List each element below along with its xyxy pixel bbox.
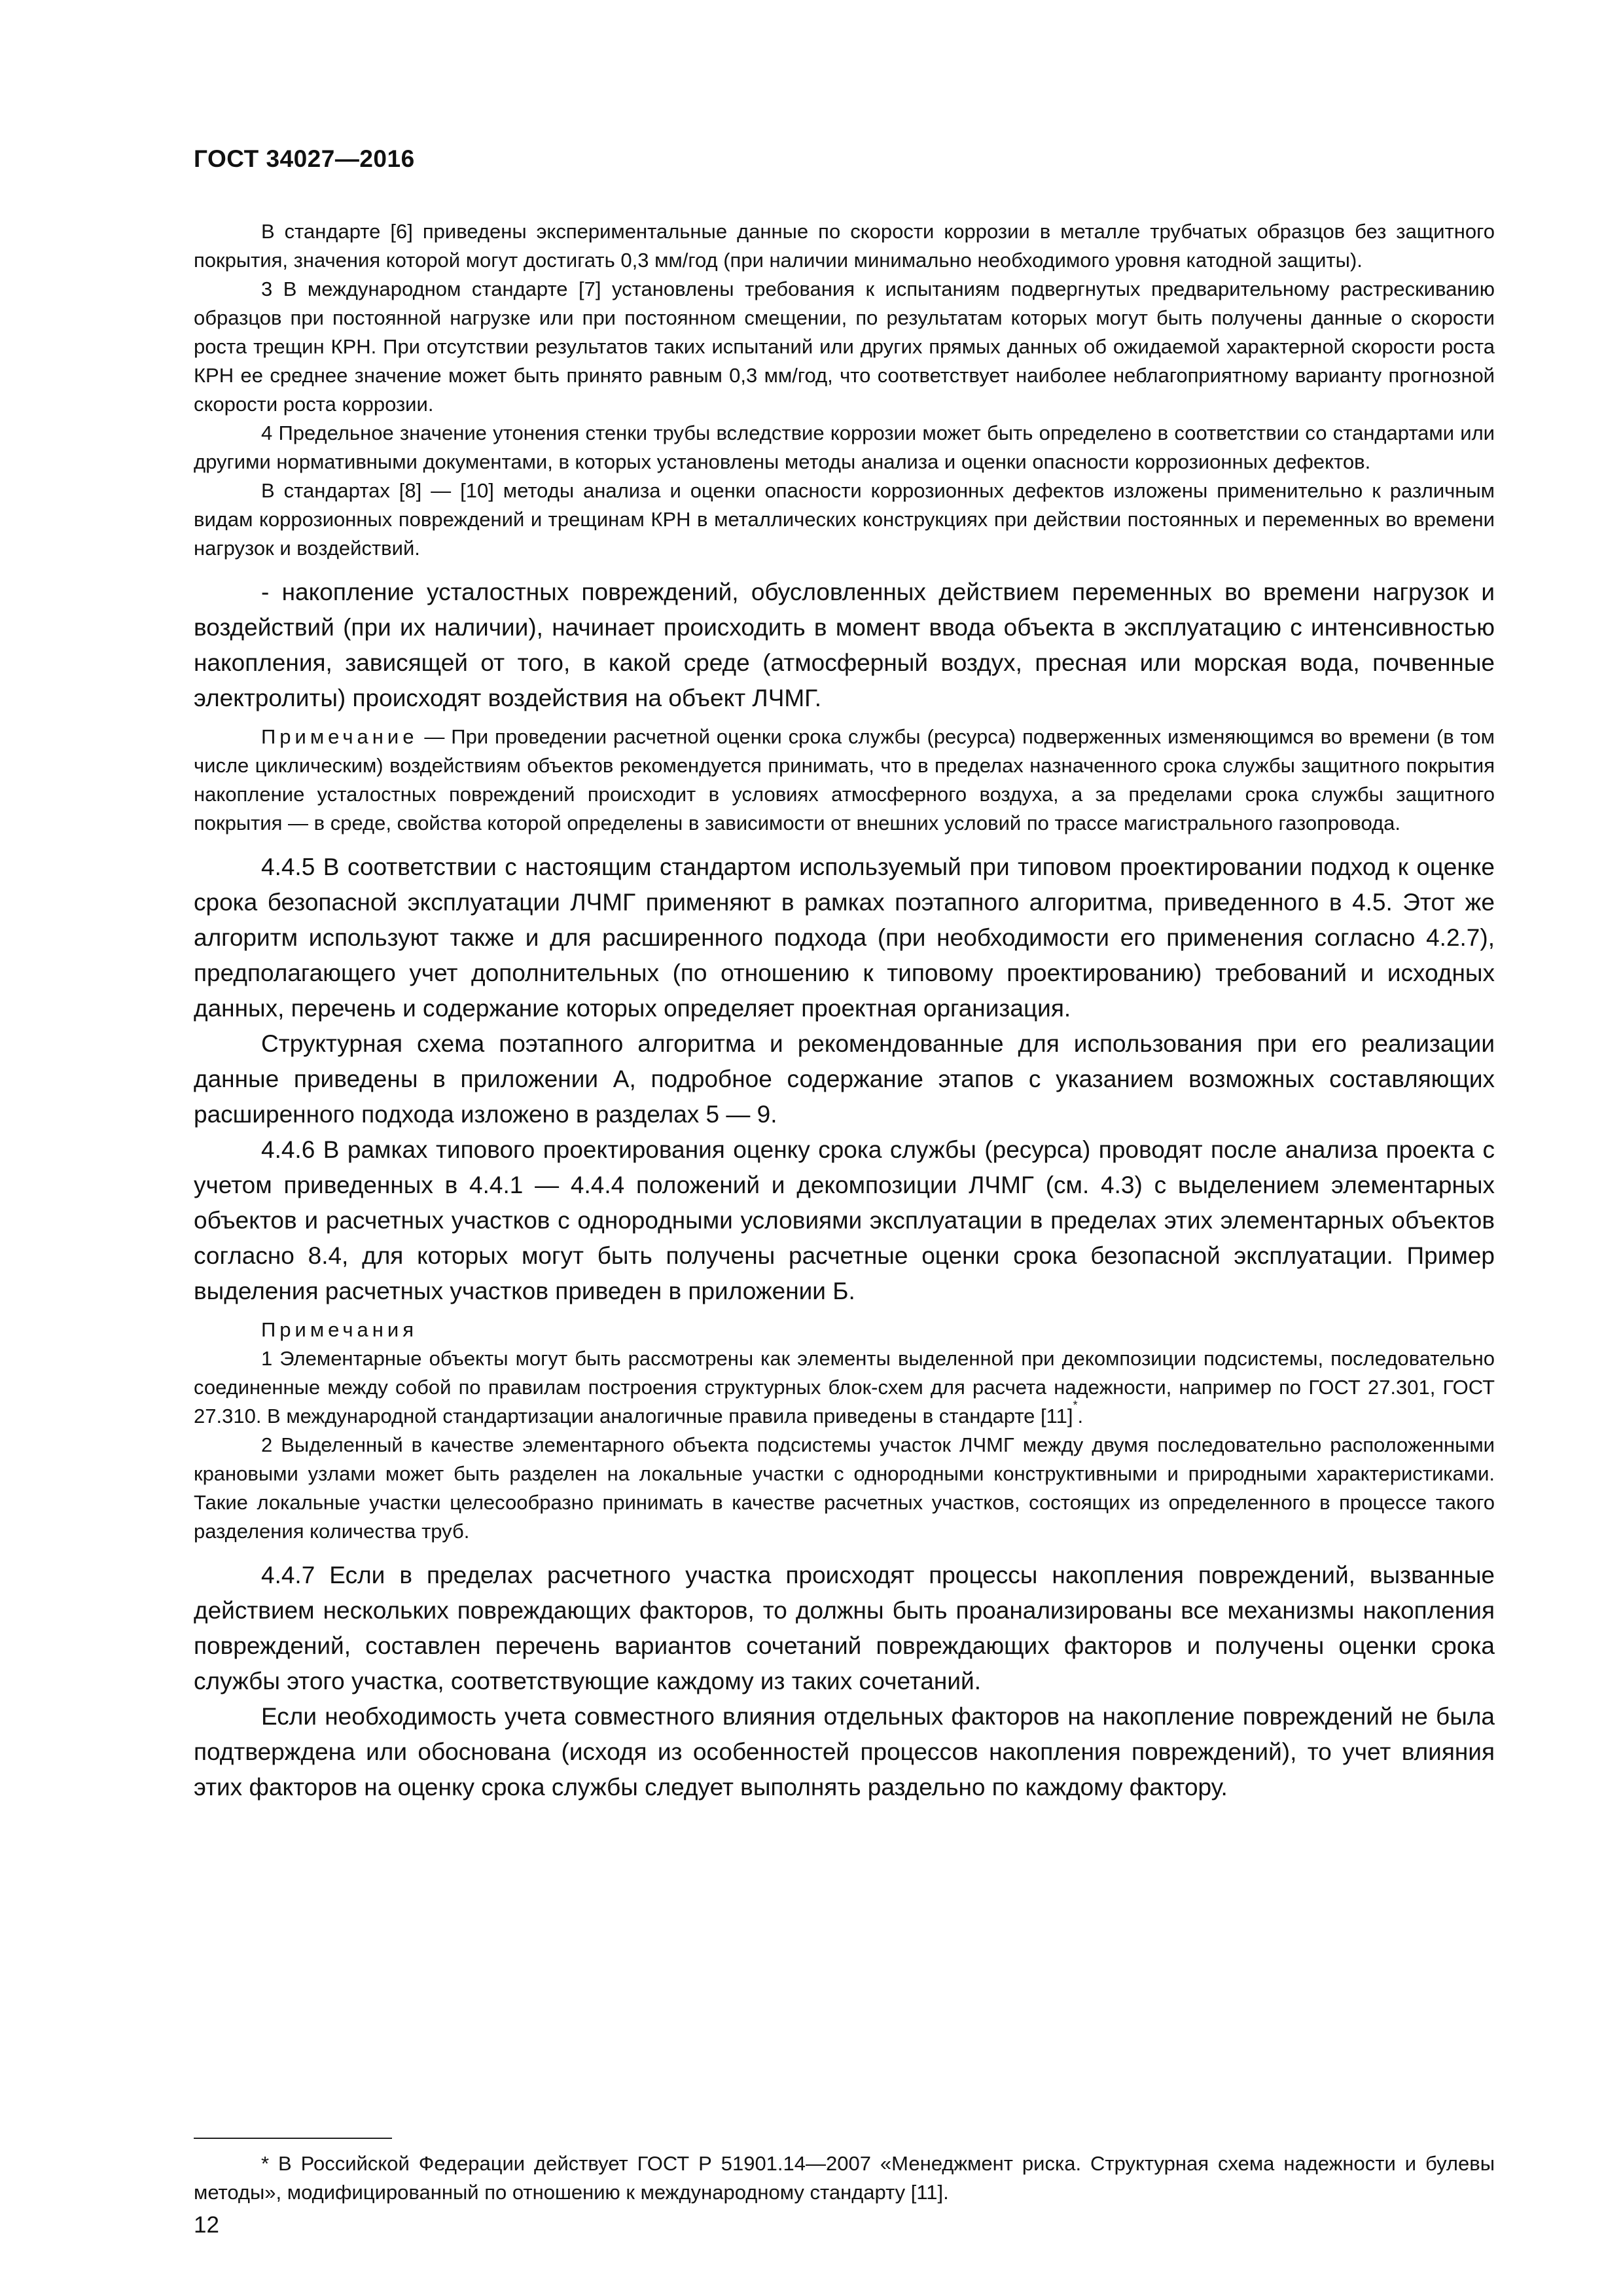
clause-4-4-6: 4.4.6 В рамках типового проектирования оценку срока службы (ресурса) проводят после анализа проекта с учетом приведенных в 4.4.1 — 4.4.4 положений и декомпозиции ЛЧМГ (см. 4.3) с выделением элементарных объектов и расчетных участков с однородными условиями эксплуатации в пределах этих элементарных объектов согласно 8.4, для которых могут быть получены расчетные оценки срока безопасной эксплуатации. Пример выделения расчетных участков приведен в приложении Б. [194,1136,1495,1304]
body-paragraph: Структурная схема поэтапного алгоритма и рекомендованные для использования при его реализации данные приведены в приложении А, подробное содержание этапов с указанием возможных составляющих расширенного подхода изложено в разделах 5 — 9. [194,1030,1495,1128]
note-text: При проведении расчетной оценки срока службы (ресурса) подверженных изменяющимся во времени (в том числе циклическим) воздействиям объектов рекомендуется принимать, что в пределах назначенного срока службы защитного покрытия накопление усталостных повреждений происходит в условиях атмосферного воздуха, а за пределами срока службы защитного покрытия — в среде, свойства которой определены в зависимости от внешних условий по трассе магистрального газопровода. [194,725,1495,834]
clause-4-4-5: 4.4.5 В соответствии с настоящим стандартом используемый при типовом проектировании подход к оценке срока безопасной эксплуатации ЛЧМГ применяют в рамках поэтапного алгоритма, приведенного в 4.5. Этот же алгоритм используют также и для расширенного подхода (при необходимости его применения согласно 4.2.7), предполагающего учет дополнительных (по отношению к типовому проектированию) требований и исходных данных, перечень и содержание которых определяет проектная организация. [194,853,1495,1022]
footnote-mark: * [1073,1399,1078,1412]
note-paragraph [194,723,1495,838]
note-paragraph: В стандартах [8] — [10] методы анализа и оценки опасности коррозионных дефектов изложены применительно к различным видам коррозионных повреждений и трещинам КРН в металлических конструкциях при действии постоянных и переменных во времени нагрузок и воздействий. [194,479,1495,560]
note-paragraph: 3 В международном стандарте [7] установлены требования к испытаниям подвергнутых предварительному растрескиванию образцов при постоянной нагрузке или при постоянном смещении, по результатам которых могут быть получены данные о скорости роста трещин КРН. При отсутствии результатов таких испытаний или других прямых данных об ожидаемой характерной скорости роста КРН ее среднее значение может быть принято равным 0,3 мм/год, что соответствует наиболее неблагоприятному варианту прогнозной скорости роста коррозии. [194,278,1495,416]
note-paragraph: 4 Предельное значение утонения стенки трубы вследствие коррозии может быть определено в соответствии со стандартами или другими нормативными документами, в которых установлены методы анализа и оценки опасности коррозионных дефектов. [194,422,1495,473]
footnote-text: * В Российской Федерации действует ГОСТ Р 51901.14—2007 «Менеджмент риска. Структурная схема надежности и булевы методы», модифицированный по отношению к международному стандарту [11]. [194,2152,1495,2204]
note-end: . [1077,1405,1084,1427]
continued-notes [194,217,1495,563]
footnote-separator [194,2138,392,2139]
page-body [194,217,1495,1805]
notes-heading: Примечания [261,1318,418,1341]
note-paragraph: В стандарте [6] приведены экспериментальные данные по скорости коррозии в металле трубчатых образцов без защитного покрытия, значения которой могут достигать 0,3 мм/год (при наличии минимально необходимого уровня катодной защиты). [194,220,1495,272]
note-label: Примечание [261,725,418,748]
footnote [194,2149,1495,2207]
note-dash: — [418,725,452,748]
note-block [194,723,1495,838]
note-text: 1 Элементарные объекты могут быть рассмотрены как элементы выделенной при декомпозиции подсистемы, последовательно соединенные между собой по правилам построения структурных блок-схем для расчета надежности, например по ГОСТ 27.301, ГОСТ 27.310. В международной стандартизации аналогичные правила приведены в стандарте [11] [194,1347,1495,1427]
clause-4-4-7-section [194,1558,1495,1805]
note-paragraph: 2 Выделенный в качестве элементарного объекта подсистемы участок ЛЧМГ между двумя последовательно расположенными крановыми узлами может быть разделен на локальные участки с однородными конструктивными и природными характеристиками. Такие локальные участки целесообразно принимать в качестве расчетных участков, состоящих из определенного в процессе такого разделения количества труб. [194,1433,1495,1543]
clauses-445-446 [194,850,1495,1309]
page-number: 12 [194,2212,219,2238]
fatigue-section [194,575,1495,716]
notes-block [194,1316,1495,1546]
note-paragraph [194,1344,1495,1431]
body-paragraph: Если необходимость учета совместного влияния отдельных факторов на накопление повреждений не была подтверждена или обоснована (исходя из особенностей процессов накопления повреждений), то учет влияния этих факторов на оценку срока службы следует выполнять раздельно по каждому фактору. [194,1703,1495,1801]
clause-4-4-7: 4.4.7 Если в пределах расчетного участка происходят процессы накопления повреждений, вызванные действием нескольких повреждающих факторов, то должны быть проанализированы все механизмы накопления повреждений, составлен перечень вариантов сочетаний повреждающих факторов и получены оценки срока службы этого участка, соответствующие каждому из таких сочетаний. [194,1562,1495,1695]
footnote-mark: * [261,2152,270,2175]
document-header: ГОСТ 34027—2016 [194,145,415,172]
body-paragraph: - накопление усталостных повреждений, обусловленных действием переменных во времени нагрузок и воздействий (при их наличии), начинает происходить в момент ввода объекта в эксплуатацию с интенсивностью накопления, зависящей от того, в какой среде (атмосферный воздух, пресная или морская вода, почвенные электролиты) происходят воздействия на объект ЛЧМГ. [194,579,1495,711]
